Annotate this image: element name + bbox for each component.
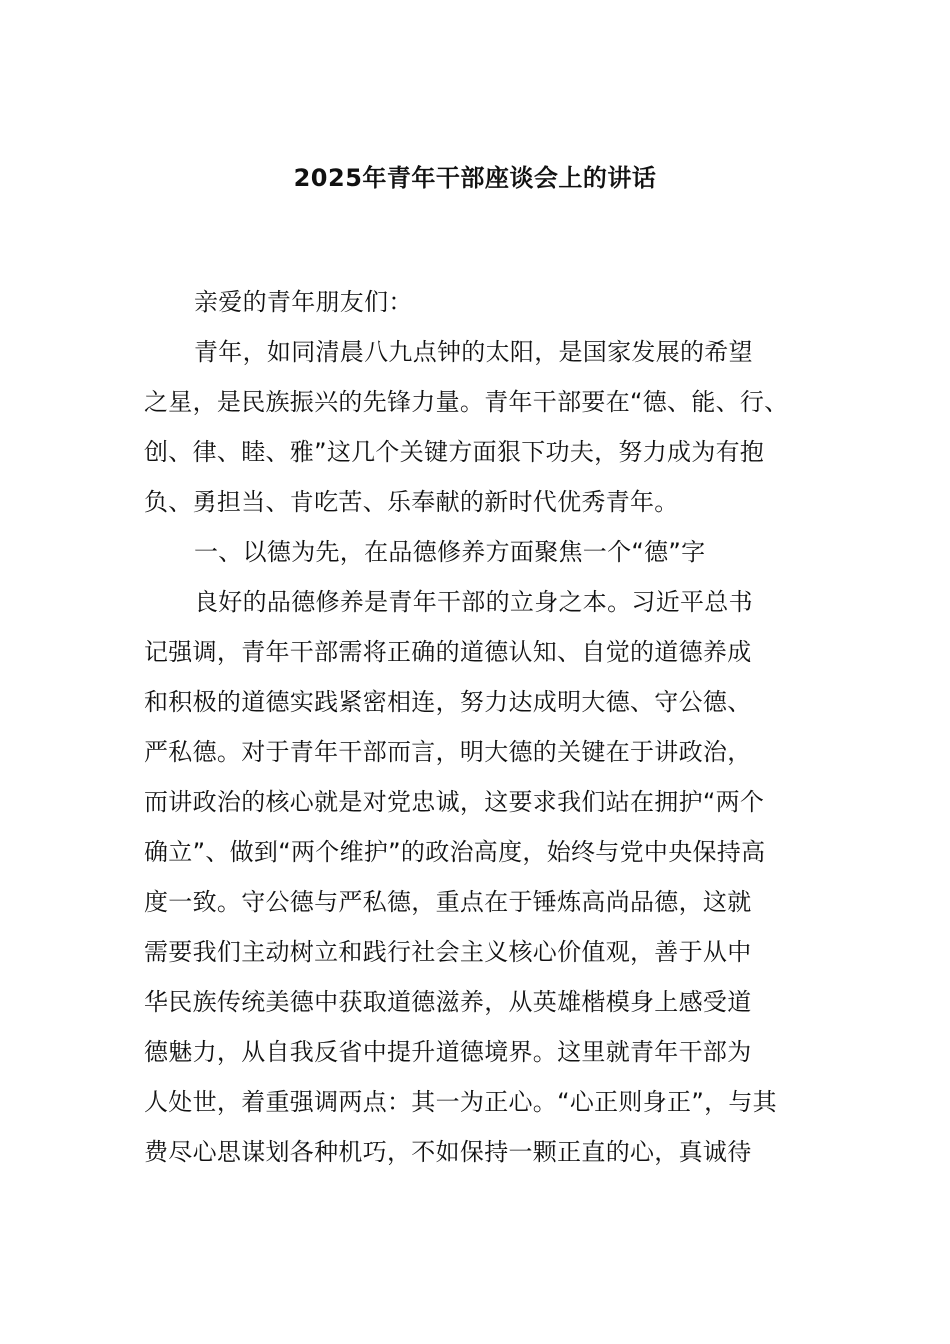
paragraph-line: 人处世，着重强调两点：其一为正心。“心正则身正”，与其 bbox=[144, 1088, 777, 1116]
paragraph-line: 确立”、做到“两个维护”的政治高度，始终与党中央保持高 bbox=[144, 838, 766, 866]
section-heading: 一、以德为先，在品德修养方面聚焦一个“德”字 bbox=[194, 538, 706, 566]
paragraph-line: 需要我们主动树立和践行社会主义核心价值观，善于从中 bbox=[144, 938, 752, 966]
document-title: 2025年青年干部座谈会上的讲话 bbox=[293, 164, 657, 192]
salutation: 亲爱的青年朋友们： bbox=[194, 288, 413, 316]
paragraph-line: 而讲政治的核心就是对党忠诚，这要求我们站在拥护“两个 bbox=[144, 788, 765, 816]
paragraph-line: 和积极的道德实践紧密相连，努力达成明大德、守公德、 bbox=[144, 688, 752, 716]
paragraph-line: 之星，是民族振兴的先锋力量。青年干部要在“德、能、行、 bbox=[144, 388, 789, 416]
paragraph-line: 严私德。对于青年干部而言，明大德的关键在于讲政治， bbox=[144, 738, 752, 766]
paragraph-line: 良好的品德修养是青年干部的立身之本。习近平总书 bbox=[194, 588, 753, 616]
paragraph-line: 青年，如同清晨八九点钟的太阳，是国家发展的希望 bbox=[194, 338, 753, 366]
paragraph-line: 费尽心思谋划各种机巧，不如保持一颗正直的心，真诚待 bbox=[144, 1138, 752, 1166]
paragraph-line: 负、勇担当、肯吃苦、乐奉献的新时代优秀青年。 bbox=[144, 488, 679, 516]
paragraph-line: 德魅力，从自我反省中提升道德境界。这里就青年干部为 bbox=[144, 1038, 752, 1066]
paragraph-line: 度一致。守公德与严私德，重点在于锤炼高尚品德，这就 bbox=[144, 888, 752, 916]
paragraph-line: 记强调，青年干部需将正确的道德认知、自觉的道德养成 bbox=[144, 638, 752, 666]
paragraph-line: 华民族传统美德中获取道德滋养，从英雄楷模身上感受道 bbox=[144, 988, 752, 1016]
paragraph-line: 创、律、睦、雅”这几个关键方面狠下功夫，努力成为有抱 bbox=[144, 438, 765, 466]
